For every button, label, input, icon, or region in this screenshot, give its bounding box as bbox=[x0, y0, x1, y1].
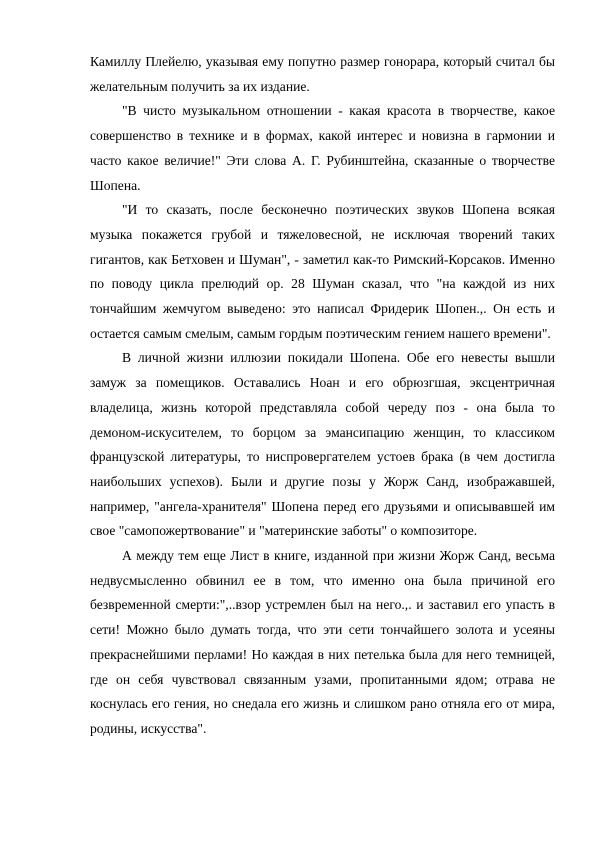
paragraph-3: "И то сказать, после бесконечно поэтических звуков Шопена всякая музыка покажется грубой и тяжеловесной, не исключая творений таких гигантов, как Бетховен и Шуман", - заметил как-то Римский-Корсаков. Именно по поводу цикла прелюдий ор. 28 Шуман сказал, что "на каждой из них тончайшим жемчугом выведено: это написал Фридерик Шопен.,. Он есть и остается самым смелым, самым гордым поэтическим гением нашего времени". bbox=[90, 202, 555, 341]
paragraph-5: А между тем еще Лист в книге, изданной при жизни Жорж Санд, весьма недвусмысленно обвинил ее в том, что именно она была причиной его безвременной смерти:",..взор устремлен был на него.,. и заставил его упасть в сети! Можно было думать тогда, что эти сети тончайшего золота и усеяны прекраснейшими перлами! Но каждая в них петелька была для него темницей, где он себя чувствовал связанным узами, пропитанными ядом; отрава не коснулась его гения, но снедала его жизнь и слишком рано отняла его от мира, родины, искусства". bbox=[90, 548, 555, 736]
paragraph-2: "В чисто музыкальном отношении - какая красота в творчестве, какое совершенство в технике и в формах, какой интерес и новизна в гармонии и часто какое величие!" Эти слова А. Г. Рубинштейна, сказанные о творчестве Шопена. bbox=[90, 103, 555, 193]
paragraph-4: В личной жизни иллюзии покидали Шопена. Обе его невесты вышли замуж за помещиков. Оставались Ноан и его обрюзгшая, эксцентричная владелица, жизнь которой представляла собой череду поз - она была то демоном-искусителем, то борцом за эмансипацию женщин, то классиком французской литературы, то ниспровергателем устоев брака (в чем достигла наибольших успехов). Были и другие позы у Жорж Санд, изображавшей, например, "ангела-хранителя" Шопена перед его друзьями и описывавшей им свое "самопожертвование" и "материнские заботы" о композиторе. bbox=[90, 350, 555, 539]
document-body bbox=[90, 50, 555, 742]
paragraph-1: Камиллу Плейелю, указывая ему попутно размер гонорара, который считал бы желательным получить за их издание. bbox=[90, 54, 555, 94]
